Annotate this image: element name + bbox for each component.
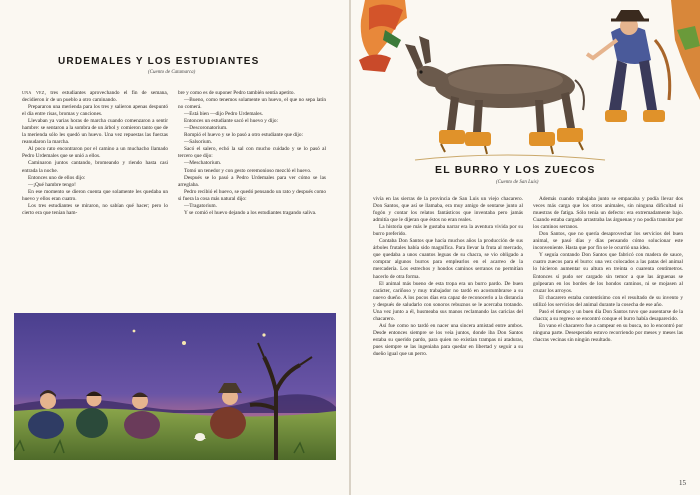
right-page xyxy=(351,0,700,495)
text-column-1 xyxy=(22,90,168,217)
paragraph: Don Santos, que no quería desaprovechar los servicios del buen animal, se pasó días y días pensando cómo solucionar este inconveniente. Hasta que por fin se le ocurrió una idea. xyxy=(533,231,683,252)
paragraph: Y se comió el huevo dejando a los estudiantes tragando saliva. xyxy=(184,209,317,216)
paragraph: El chacarero estaba contentísimo con el resultado de su invento y utilizó los servicios del animal durante la cosecha de ese año. xyxy=(533,294,683,308)
paragraph: Caminaron juntos cantando, bromeando y riendo hasta casi entrada la noche. xyxy=(22,160,168,174)
paragraph: Entonces uno de ellos dijo: xyxy=(28,174,86,181)
paragraph: Tomó un tenedor y con gesto ceremonioso mezcló el huevo. xyxy=(184,167,312,174)
students-illustration xyxy=(14,313,336,460)
paragraph: Llevaban ya varias horas de marcha cuando comenzaron a sentir hambre: se sentaron a la sombra de un árbol y comieron tanto que de la merienda sólo les quedó un huevo. Una vez repuestas las fuerzas reanudaron la marcha. xyxy=(22,118,168,146)
text-column-2 xyxy=(533,196,683,344)
story-title: EL BURRO Y LOS ZUECOS xyxy=(435,164,596,176)
paragraph: —Bueno, como tenemos solamente un huevo, el que no sepa latín no comerá. xyxy=(178,97,326,111)
paragraph: Al poco rato encontraron por el camino a un muchacho llamado Pedro Urdemales que se unió a ellos. xyxy=(22,146,168,160)
story-title: URDEMALES Y LOS ESTUDIANTES xyxy=(58,56,260,67)
page-number: 15 xyxy=(679,479,686,487)
left-page xyxy=(0,0,349,495)
paragraph: Contaba Don Santos que hacía muchos años la producción de sus árboles frutales había sido magnífica. Para llevar la fruta al mercado, que quedaba a unos cuantos leguas de su chacra, se vio obligado a comprar algunos burros para emplearlos en el acarreo de la mercadería. Los estrechos y hondos caminos serranos no permitían hacerlo de otra forma. xyxy=(373,238,523,280)
paragraph: En vano el chacarero fue a campear en su busca, no lo encontró por ninguna parte. Desesperado estuvo recorriendo por meses y meses las chacras vecinas sin ningún resultado. xyxy=(533,322,683,343)
paragraph: Los tres estudiantes se miraron, no sabían qué hacer; pero lo cierto era que tenían ham- xyxy=(22,202,168,216)
story-subtitle: (Cuento de Catamarca) xyxy=(148,70,196,75)
paragraph: —Tragatorium. xyxy=(184,202,217,209)
paragraph: En ese momento se dieron cuenta que solamente les quedaba un huevo y ellos eran cuatro. xyxy=(22,188,168,202)
donkey-illustration xyxy=(355,0,700,168)
paragraph: Rompió el huevo y se lo pasó a otro estudiante que dijo: xyxy=(184,132,304,139)
paragraph: Entonces un estudiante sacó el huevo y dijo: xyxy=(184,118,278,125)
paragraph: Sacó el salero, echó la sal con mucho cuidado y se lo pasó al tercero que dijo: xyxy=(178,146,326,160)
paragraph: —Descoronatorium. xyxy=(184,125,228,132)
paragraph: Así fue como no tardó en nacer una sincera amistad entre ambos. Desde entonces siempre se los veía juntos, donde iba Don Santos estaba su querido pardo, para quien no existían trampas ni ataduras, pues siempre se las ingeniaba para quedar en libertad y seguir a su dueño igual que un perro. xyxy=(373,322,523,358)
paragraph: Prepararon una merienda para los tres y salieron apenas despuntó el día entre risas, bromas y canciones. xyxy=(22,104,168,118)
paragraph-lead: una vez, xyxy=(22,90,47,96)
story-subtitle: (Cuento de San Luis) xyxy=(496,180,539,185)
paragraph: bre y como es de suponer Pedro también sentía apetito. xyxy=(178,90,295,96)
paragraph: Pasó el tiempo y un buen día Don Santos tuvo que ausentarse de la chacra; a su regreso se encontró conque el burro había desaparecido. xyxy=(533,308,683,322)
paragraph: —Meschatorium. xyxy=(184,160,222,167)
paragraph: —Salsorium. xyxy=(184,139,213,146)
paragraph: El animal más bueno de esta tropa era un burro pardo. De buen carácter, cariñoso y muy trabajador no tardó en acostumbrarse a su nuevo dueño. A los pocos días era capaz de reconocerlo a la distancia y después de saludarlo con sonoros rebuznos se le acercaba trotando. Una vez junto a él, husmeaba sus manos reclamando las caricias del chacarero. xyxy=(373,280,523,322)
paragraph: Además cuando trabajaba junto se empacaba y podía llevar dos veces más carga que los otros animales, sin ninguna dificultad ni muestras de fatiga. Sólo tenía un defecto: era extremadamente bajo. Cuando estaba cargado arrastraba las árguenas y no podía transitar por los caminos serranos. xyxy=(533,196,683,231)
paragraph: —Está bien —dijo Pedro Urdemales. xyxy=(184,111,263,118)
paragraph: —¡Qué hambre tengo! xyxy=(28,181,76,188)
paragraph: Después se lo pasó a Pedro Urdemales para ver cómo se las arreglaba. xyxy=(178,174,326,188)
paragraph: vivía en las sierras de la provincia de San Luis un viejo chacarero. Don Santos, que así se llamaba, era muy amigo de sentarse junto al fogón y contar los relatos fantásticos que inventaba pero jamás admitía que le dijeran que éstos no eran reales. xyxy=(373,196,523,224)
text-column-2 xyxy=(178,90,326,217)
paragraph: La historia que más le gustaba narrar era la aventura vivida por su burro preferido. xyxy=(373,224,523,238)
paragraph: Pedro recibió el huevo, se quedó pensando un rato y después como si fuera la cosa más natural dijo: xyxy=(178,188,326,202)
paragraph: una vez, tres estudiantes aprovechando el fin de semana, decidieron ir de un pueblo a otro caminando. xyxy=(22,90,168,104)
paragraph: Y seguía contando Don Santos que fabricó con madera de sauce, cuatro zuecos para el burro: una vez colocados a las patas del animal lo hicieron aumentar su altura en treinta o cuarenta centímetros. Entonces sí pudo ser cargado sin temor a que las árguenas se golpearan en los bordes de los hondos caminos, ni se mojasen al cruzar los arroyos. xyxy=(533,252,683,294)
text-column-1 xyxy=(373,196,523,358)
